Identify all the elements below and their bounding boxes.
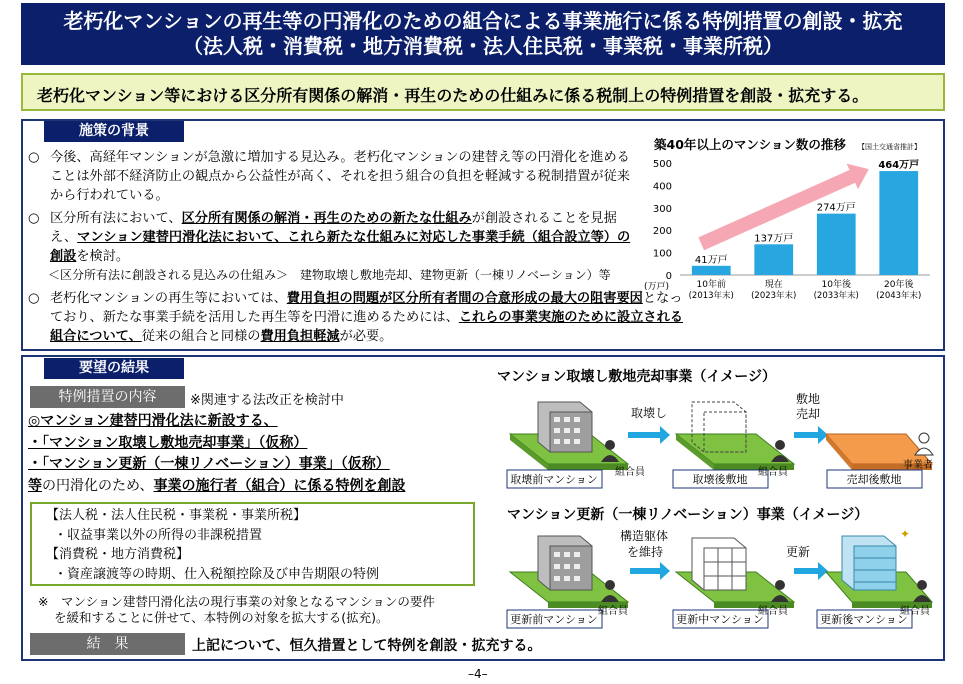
- label-before-demolition: 取壊前マンション: [510, 473, 598, 486]
- measure-line-3: ・「マンション更新（一棟リノベーション）事業」（仮称）: [28, 456, 390, 472]
- person-label-6: 組合員: [900, 606, 930, 617]
- bg-para-3: ○ 老朽化マンションの再生等においては、費用負担の問題が区分所有者間の合意形成の最大の阻害要因となっており、新たな事業手続を活用した再生等を円滑に進めるためには、これらの事業実施のために設立される組合について、従来の組合と同様の費用負担軽減が必要。: [28, 291, 683, 344]
- old-building-icon: [538, 402, 592, 452]
- person-label-5: 組合員: [758, 606, 788, 617]
- x-tick-label-year: (2043年末): [876, 291, 922, 301]
- bg-para-2: ○ 区分所有法において、区分所有関係の解消・再生のための新たな仕組みが創設されることを見据え、マンション建替円滑化法において、これら新たな仕組みに対応した事業手続（組合設立等）の創設を検討。: [28, 211, 631, 264]
- measures-note: ※関連する法改正を検討中: [190, 393, 344, 408]
- bg-note: ＜区分所有法に創設される見込みの仕組み＞ 建物取壊し敷地売却、建物更新（一棟リノベーション）等: [48, 268, 611, 282]
- arrow-label-renew: 更新: [786, 545, 811, 559]
- diagram1-title: マンション取壊し敷地売却事業（イメージ）: [497, 369, 776, 385]
- measure-line-1: ◎マンション建替円滑化法に新設する、: [28, 413, 278, 429]
- result-tag: 結 果: [30, 633, 185, 655]
- page-title: 老朽化マンションの再生等の円滑化のための組合による事業施行に係る特例措置の創設・拡充: [63, 9, 903, 33]
- label-sold-site: 売却後敷地: [846, 473, 902, 486]
- x-tick-label-year: (2033年末): [813, 291, 859, 301]
- y-unit-label: (万戸): [644, 282, 670, 292]
- measure-line-2: ・「マンション取壊し敷地売却事業」（仮称）: [28, 434, 308, 451]
- y-tick-label: 0: [665, 271, 672, 282]
- person-label-3: 事業者: [903, 460, 933, 471]
- chart-title: 築40年以上のマンション数の推移: [654, 137, 846, 152]
- measures-list: [28, 411, 405, 497]
- results-tag: 要望の結果: [44, 358, 184, 379]
- tax-box-line-4: ・資産譲渡等の時期、仕入税額控除及び申告期限の特例: [54, 566, 380, 582]
- chart-source: 【国土交通省推計】: [858, 143, 921, 151]
- background-tag: 施策の背景: [44, 121, 184, 142]
- tax-box-line-1: 【法人税・法人住民税・事業税・事業所税】: [46, 508, 307, 523]
- arrow-label-site: 敷地: [796, 392, 821, 406]
- person-label-1: 組合員: [615, 467, 645, 478]
- y-tick-label: 200: [652, 226, 672, 238]
- tax-box-line-3: 【消費税・地方消費税】: [46, 547, 190, 562]
- x-tick-label: 20年後: [884, 280, 914, 290]
- arrow-label-structure: 構造躯体: [620, 529, 669, 543]
- y-tick-label: 300: [652, 203, 672, 215]
- arrow-label-demolish: 取壊し: [631, 406, 668, 420]
- person-label-4: 組合員: [598, 606, 628, 617]
- diagram2-title: マンション更新（一棟リノベーション）事業（イメージ）: [507, 507, 869, 523]
- x-tick-label: 10年後: [821, 280, 851, 290]
- arrow-right-icon: [630, 562, 670, 580]
- y-tick-label: 100: [652, 248, 672, 260]
- bar-value-label: 464万戸: [878, 160, 920, 172]
- y-tick-label: 400: [652, 181, 672, 193]
- chart-bar: [692, 266, 731, 275]
- label-during-renewal: 更新中マンション: [676, 613, 764, 626]
- summary-banner: 老朽化マンション等における区分所有関係の解消・再生のための仕組みに係る税制上の特例措置を創設・拡充する。: [21, 73, 945, 111]
- arrow-right-icon: [628, 426, 670, 444]
- person-icon: [915, 433, 933, 455]
- diagram-demolition: [480, 362, 940, 492]
- arrow-label-keep: を維持: [627, 545, 664, 559]
- measure-line-4: 等の円滑化のため、事業の施行者（組合）に係る特例を創設: [28, 477, 406, 494]
- x-tick-label: 10年前: [696, 280, 726, 290]
- y-tick-label: 500: [652, 159, 672, 170]
- tax-box: [30, 502, 475, 586]
- diagram-renovation: [480, 500, 940, 635]
- x-tick-label-year: (2023年末): [751, 291, 797, 301]
- label-after-demolition: 取壊後敷地: [692, 473, 748, 486]
- page-header: [21, 3, 945, 65]
- bg-para-1: ○ 今後、高経年マンションが急激に増加する見込み。老朽化マンションの建替え等の円滑化を進めることは外部不経済防止の観点から公益性が高く、それを担う組合の負担を軽減する税制措置が従来から行われている。: [28, 150, 630, 203]
- result-text: 上記について、恒久措置として特例を創設・拡充する。: [192, 638, 542, 654]
- tax-box-line-2: ・収益事業以外の所得の非課税措置: [54, 527, 263, 543]
- label-after-renewal: 更新後マンション: [820, 613, 908, 626]
- label-before-renewal: 更新前マンション: [510, 613, 598, 626]
- page-subtitle: （法人税・消費税・地方消費税・法人住民税・事業税・事業所税）: [183, 34, 783, 58]
- footnote: ※ マンション建替円滑化法の現行事業の対象となるマンションの要件 を緩和することに併せて、本特例の対象を拡大する(拡充)。: [38, 594, 435, 625]
- measures-tag: 特例措置の内容: [30, 386, 185, 408]
- arrow-right-icon: [794, 426, 828, 444]
- bar-value-label: 274万戸: [816, 202, 856, 214]
- x-tick-label-year: (2013年末): [688, 291, 734, 301]
- svg-text:✦: ✦: [900, 527, 911, 541]
- arrow-right-icon: [794, 562, 828, 580]
- chart-bar: [754, 244, 793, 275]
- skeleton-building-icon: [692, 538, 746, 590]
- bar-value-label: 137万戸: [754, 233, 794, 245]
- chart: [640, 133, 940, 311]
- person-label-2: 組合員: [758, 467, 788, 478]
- chart-bar: [879, 171, 918, 275]
- page-number: –4–: [468, 667, 488, 681]
- arrow-label-sale: 売却: [796, 407, 821, 421]
- x-tick-label: 現在: [764, 280, 783, 290]
- bar-value-label: 41万戸: [694, 254, 728, 266]
- chart-bar: [817, 214, 856, 275]
- old-building-icon: [538, 536, 592, 590]
